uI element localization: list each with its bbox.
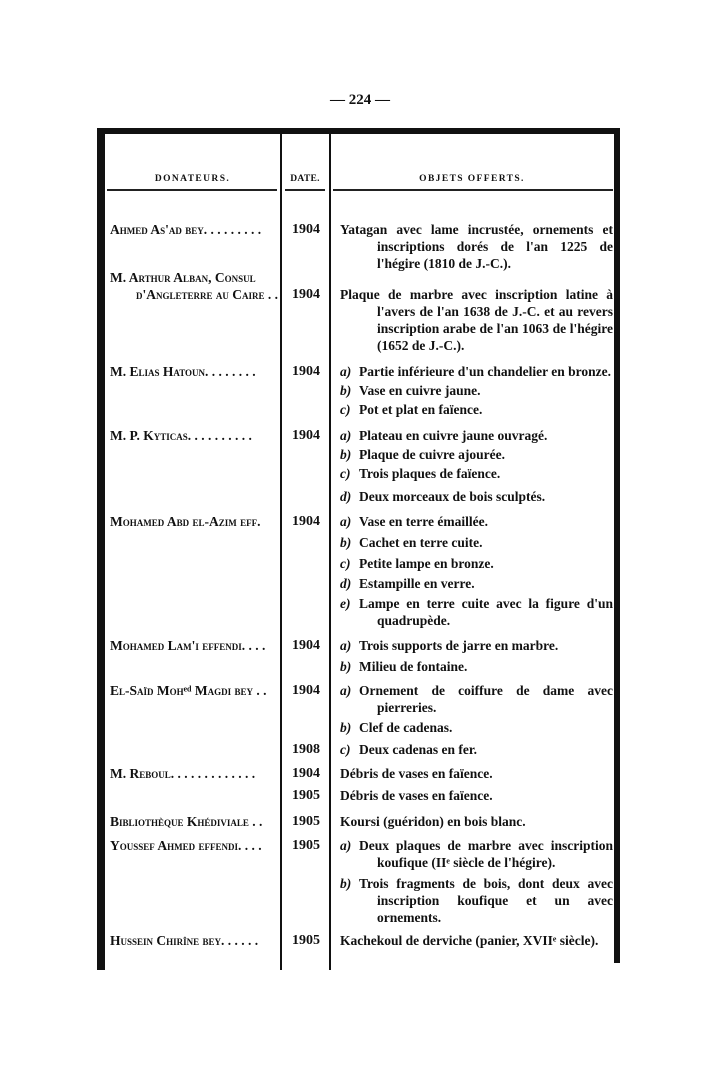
item-text: Débris de vases en faïence. xyxy=(340,766,493,781)
donation-date: 1905 xyxy=(292,933,320,948)
donation-date: 1905 xyxy=(292,814,320,829)
donor-name: Bibliothèque Khédiviale . . xyxy=(110,814,263,829)
object-item xyxy=(340,446,613,463)
item-text: Trois fragments de bois, dont deux avec inscription koufique et un avec ornements. xyxy=(359,876,613,925)
item-text: Cachet en terre cuite. xyxy=(359,535,483,550)
item-text: Estampille en verre. xyxy=(359,576,475,591)
donation-date: 1904 xyxy=(292,683,320,698)
donation-date: 1905 xyxy=(292,838,320,853)
object-item xyxy=(340,513,613,530)
item-letter: a) xyxy=(340,428,352,443)
item-letter: b) xyxy=(340,659,352,674)
table-left-border xyxy=(97,128,105,970)
donation-date: 1904 xyxy=(292,766,320,781)
donation-date: 1904 xyxy=(292,287,320,302)
object-item xyxy=(340,787,613,804)
object-item xyxy=(340,427,613,444)
object-item xyxy=(340,658,613,675)
item-letter: a) xyxy=(340,514,352,529)
object-item xyxy=(340,875,613,926)
item-letter: b) xyxy=(340,447,352,462)
donation-date: 1904 xyxy=(292,428,320,443)
object-item xyxy=(340,719,613,736)
item-text: Deux plaques de marbre avec inscription koufique (IIᵉ siècle de l'hégire). xyxy=(359,838,613,870)
item-text: Pot et plat en faïence. xyxy=(359,402,483,417)
header-date: DATE. xyxy=(290,174,320,184)
object-item xyxy=(340,741,613,758)
item-text: Kachekoul de derviche (panier, XVIIᵉ siècle). xyxy=(340,933,599,948)
item-text: Plaque de cuivre ajourée. xyxy=(359,447,505,462)
donation-date: 1904 xyxy=(292,222,320,237)
item-text: Plaque de marbre avec inscription latine à l'avers de l'an 1638 de J.-C. et au revers inscription arabe de l'an 1063 de l'hégire (1652 de J.-C.). xyxy=(340,287,613,353)
item-text: Ornement de coiffure de dame avec pierreries. xyxy=(359,683,613,715)
item-letter: a) xyxy=(340,638,352,653)
item-letter: a) xyxy=(340,364,352,379)
object-item xyxy=(340,363,613,380)
item-text: Clef de cadenas. xyxy=(359,720,453,735)
object-item xyxy=(340,765,613,782)
item-text: Yatagan avec lame incrustée, ornements et inscriptions dorés de l'an 1225 de l'hégire (1810 de J.-C.). xyxy=(340,222,613,271)
donor-name: Ahmed As'ad bey. . . . . . . . . xyxy=(110,222,262,237)
donor-name: d'Angleterre au Caire . . xyxy=(135,287,278,302)
item-text: Deux morceaux de bois sculptés. xyxy=(359,489,546,504)
object-item xyxy=(340,488,613,505)
object-item xyxy=(340,837,613,871)
item-text: Trois supports de jarre en marbre. xyxy=(359,638,559,653)
donation-date: 1904 xyxy=(292,638,320,653)
item-letter: c) xyxy=(340,466,351,481)
page-number: — 224 — xyxy=(330,92,390,108)
table-top-border xyxy=(97,128,620,134)
header-rule xyxy=(107,189,277,191)
item-text: Koursi (guéridon) en bois blanc. xyxy=(340,814,526,829)
item-letter: b) xyxy=(340,383,352,398)
column-divider-objects xyxy=(329,134,331,970)
donation-date: 1908 xyxy=(292,742,320,757)
object-item xyxy=(340,401,613,418)
table-right-border xyxy=(614,128,620,963)
donor-name: M. Elias Hatoun. . . . . . . . xyxy=(110,364,256,379)
donor-name: Youssef Ahmed effendi. . . . xyxy=(110,838,262,853)
item-text: Milieu de fontaine. xyxy=(359,659,468,674)
object-item xyxy=(340,555,613,572)
object-item xyxy=(340,465,613,482)
header-objects: OBJETS OFFERTS. xyxy=(419,174,525,184)
item-letter: b) xyxy=(340,535,352,550)
donor-name: Mohamed Lam'i effendi. . . . xyxy=(110,638,266,653)
item-text: Deux cadenas en fer. xyxy=(359,742,477,757)
header-donors: DONATEURS. xyxy=(154,174,231,184)
object-item xyxy=(340,534,613,551)
donor-name: El-Saïd Mohᵉᵈ Magdi bey . . xyxy=(110,683,267,698)
donation-date: 1904 xyxy=(292,514,320,529)
item-letter: b) xyxy=(340,876,352,891)
donation-date: 1905 xyxy=(292,788,320,803)
item-letter: c) xyxy=(340,556,351,571)
column-divider-date xyxy=(280,134,282,970)
object-item xyxy=(340,637,613,654)
object-item xyxy=(340,575,613,592)
item-text: Petite lampe en bronze. xyxy=(359,556,494,571)
donor-name: M. Reboul. . . . . . . . . . . . . xyxy=(110,766,256,781)
object-item xyxy=(340,595,613,629)
donation-date: 1904 xyxy=(292,364,320,379)
header-rule xyxy=(285,189,325,191)
object-item xyxy=(340,286,613,354)
object-item xyxy=(340,932,613,949)
item-text: Partie inférieure d'un chandelier en bronze. xyxy=(359,364,611,379)
item-letter: a) xyxy=(340,683,352,698)
item-text: Lampe en terre cuite avec la figure d'un quadrupède. xyxy=(359,596,613,628)
item-text: Vase en terre émaillée. xyxy=(359,514,488,529)
item-text: Débris de vases en faïence. xyxy=(340,788,493,803)
item-letter: c) xyxy=(340,402,351,417)
item-letter: d) xyxy=(340,489,352,504)
item-text: Plateau en cuivre jaune ouvragé. xyxy=(359,428,548,443)
item-letter: b) xyxy=(340,720,352,735)
item-letter: c) xyxy=(340,742,351,757)
object-item xyxy=(340,221,613,272)
item-letter: a) xyxy=(340,838,352,853)
item-text: Vase en cuivre jaune. xyxy=(359,383,481,398)
object-item xyxy=(340,813,613,830)
header-rule xyxy=(333,189,613,191)
donor-name: Mohamed Abd el-Azim eff. xyxy=(110,514,261,529)
object-item xyxy=(340,382,613,399)
item-letter: d) xyxy=(340,576,352,591)
donor-name: M. Arthur Alban, Consul xyxy=(110,270,256,285)
item-text: Trois plaques de faïence. xyxy=(359,466,501,481)
item-letter: e) xyxy=(340,596,351,611)
object-item xyxy=(340,682,613,716)
donor-name: Hussein Chirîne bey. . . . . . xyxy=(110,933,259,948)
donor-name: M. P. Kyticas. . . . . . . . . . xyxy=(110,428,252,443)
